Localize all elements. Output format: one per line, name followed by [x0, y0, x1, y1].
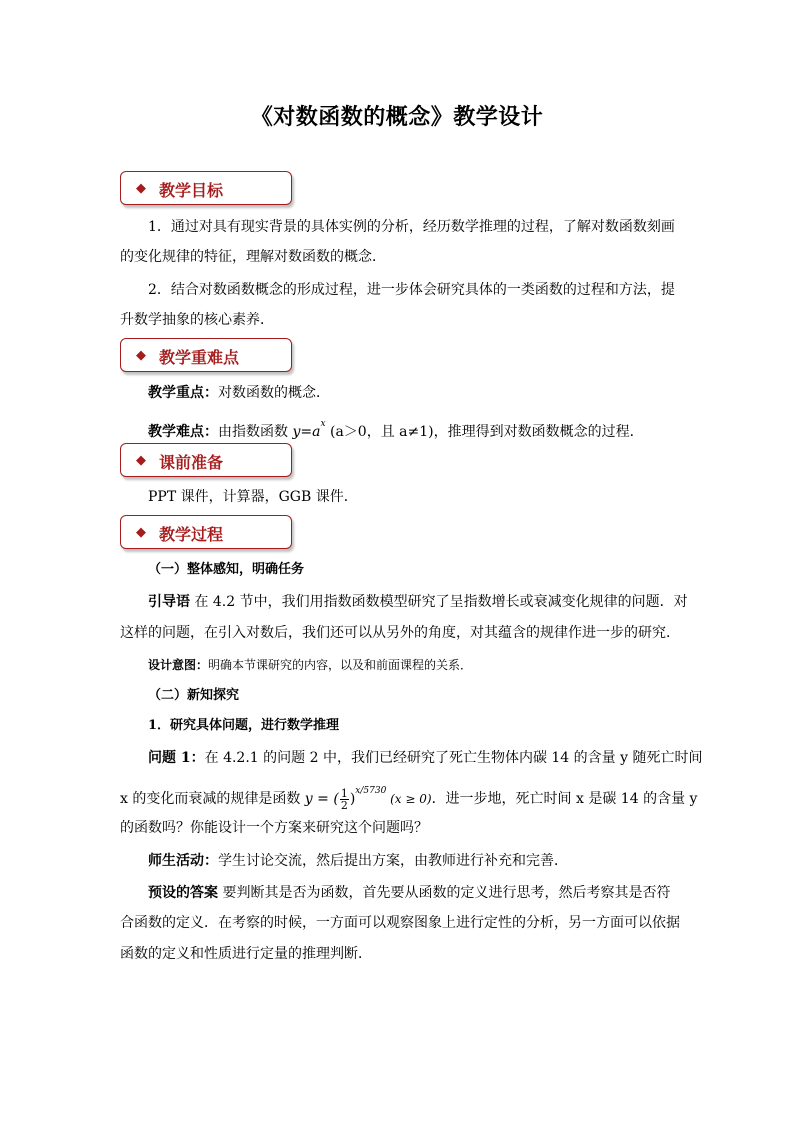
- design-label: 设计意图：: [148, 658, 209, 672]
- goal-1-line-1: 1．通过对具有现实背景的具体实例的分析，经历数学推理的过程，了解对数函数刻画: [148, 219, 675, 235]
- focus-text: 对数函数的概念．: [218, 385, 330, 401]
- section-title: 教学目标: [159, 181, 224, 200]
- difficulty-label: 教学难点：: [148, 424, 218, 440]
- question-1-label: 问题 1：: [148, 750, 205, 766]
- preparation-text: PPT 课件，计算器，GGB 课件．: [148, 489, 358, 505]
- formula-y: y = (: [304, 791, 339, 807]
- answer-line-3: 函数的定义和性质进行定量的推理判断．: [120, 946, 372, 962]
- diamond-icon: ◆: [136, 348, 146, 363]
- answer-label: 预设的答案: [148, 885, 218, 901]
- question-1-line-2: x 的变化而衰减的规律是函数 y = ( $\frac{1}{2}$ )$^{x/5730}$ (x ≥ 0)．进一步地，死亡时间 x 是碳 14 的含量 y: [120, 786, 698, 812]
- intro-label: 引导语: [148, 594, 190, 610]
- section-header-teaching-goals: [120, 171, 292, 205]
- intro-text-1: 在 4.2 节中，我们用指数函数模型研究了呈指数增长或衰减变化规律的问题．对: [194, 594, 688, 610]
- answer-line-2: 合函数的定义．在考察的时候，一方面可以观察图象上进行定性的分析，另一方面可以依据: [120, 915, 680, 931]
- goal-2-line-2: 升数学抽象的核心素养．: [120, 312, 274, 328]
- question-1-line-1: [148, 748, 708, 768]
- formula-condition: (x ≥ 0): [386, 792, 432, 806]
- diamond-icon: ◆: [136, 525, 146, 540]
- page-title: 《对数函数的概念》教学设计: [250, 104, 544, 130]
- formula-fraction: [340, 788, 349, 811]
- design-text: 明确本节课研究的内容，以及和前面课程的关系．: [208, 658, 473, 672]
- difficulty-formula: y=a: [292, 424, 321, 440]
- difficulty-pre: 由指数函数: [218, 424, 293, 440]
- section-title: 课前准备: [159, 453, 224, 472]
- intro-line-1: [148, 592, 708, 612]
- diamond-icon: ◆: [136, 181, 146, 196]
- section-header-key-points: [120, 338, 292, 372]
- question-1-text-2-pre: x 的变化而衰减的规律是函数: [120, 791, 305, 807]
- focus-label: 教学重点：: [148, 385, 218, 401]
- difficulty-line: [148, 414, 708, 442]
- goal-2-line-1: 2．结合对数函数概念的形成过程，进一步体会研究具体的一类函数的过程和方法，提: [148, 282, 675, 298]
- difficulty-post: ，推理得到对数函数概念的过程．: [433, 424, 644, 440]
- step-1-heading: 1．研究具体问题，进行数学推理: [148, 718, 340, 733]
- activity-text: 学生讨论交流，然后提出方案，由教师进行补充和完善．: [218, 853, 568, 869]
- part-2-heading: （二）新知探究: [148, 688, 240, 703]
- difficulty-sup: x: [320, 419, 326, 429]
- answer-text-1: 要判断其是否为函数，首先要从函数的定义进行思考，然后考察其是否符: [222, 885, 671, 901]
- question-1-line-3: 的函数吗？你能设计一个方案来研究这个问题吗？: [120, 820, 428, 836]
- focus-line: [148, 383, 708, 403]
- part-1-heading: （一）整体感知，明确任务: [148, 562, 305, 577]
- section-title: 教学重难点: [159, 348, 240, 367]
- question-1-text-2-post: ．进一步地，死亡时间 x 是碳 14 的含量 y: [431, 791, 698, 807]
- goal-1-line-2: 的变化规律的特征，理解对数函数的概念．: [120, 249, 386, 265]
- diamond-icon: ◆: [136, 453, 146, 468]
- activity-line: [148, 851, 708, 871]
- design-line: [148, 655, 708, 675]
- answer-line-1: [148, 883, 708, 903]
- formula-exponent: x/5730: [355, 786, 387, 796]
- section-title: 教学过程: [159, 525, 224, 544]
- fraction-numerator: 1: [340, 786, 348, 800]
- difficulty-condition: (a＞0，且 a≠1): [325, 424, 434, 440]
- section-header-preparation: [120, 443, 292, 477]
- fraction-denominator: 2: [340, 798, 348, 812]
- section-header-teaching-process: [120, 515, 292, 549]
- activity-label: 师生活动：: [148, 853, 218, 869]
- question-1-text-1: 在 4.2.1 的问题 2 中，我们已经研究了死亡生物体内碳 14 的含量 y 随死亡时间: [204, 750, 703, 766]
- intro-line-2: 这样的问题，在引入对数后，我们还可以从另外的角度，对其蕴含的规律作进一步的研究．: [120, 625, 680, 641]
